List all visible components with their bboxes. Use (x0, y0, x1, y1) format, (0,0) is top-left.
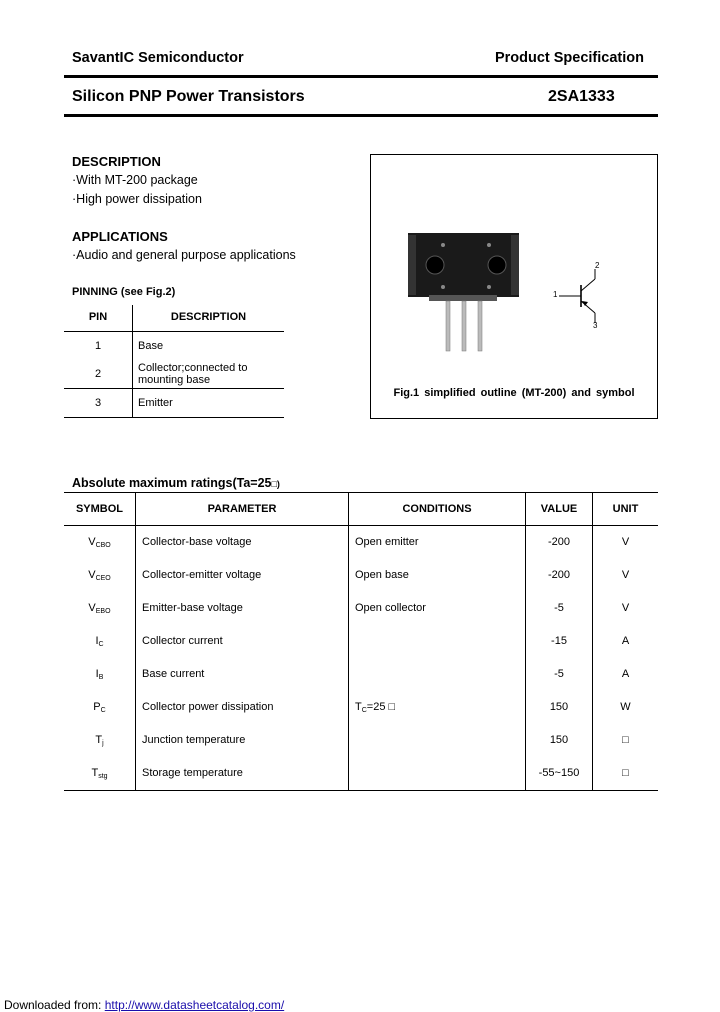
table-row-unit: □ (622, 767, 629, 779)
table-row-parameter: Collector power dissipation (142, 701, 274, 713)
table-row-condition: Open base (355, 569, 409, 581)
header-rule-bottom (64, 114, 658, 117)
pin-description-header: DESCRIPTION (170, 311, 247, 323)
unit-header: UNIT (612, 503, 639, 515)
table-row-value: 150 (549, 734, 569, 746)
description-item: ·High power dissipation (72, 192, 202, 206)
table-row-symbol: $V_{EBO}$ (88, 602, 111, 615)
table-row-symbol: $P_C$ (93, 701, 106, 714)
footer-label: Downloaded from: (4, 998, 102, 1012)
table-row-symbol: $I_B$ (95, 668, 104, 681)
table-row-value: -55~150 (538, 767, 580, 779)
header-rule-top (64, 75, 658, 78)
symbol-pin-collector: 2 (595, 261, 600, 270)
table-row-parameter: Storage temperature (142, 767, 243, 779)
table-row-value: -200 (547, 536, 571, 548)
table-row-symbol: $V_{CEO}$ (88, 569, 111, 582)
product-line: Silicon PNP Power Transistors (72, 88, 305, 105)
pnp-symbol-icon (551, 255, 611, 335)
table-row-parameter: Junction temperature (142, 734, 246, 746)
table-row-parameter: Emitter-base voltage (142, 602, 243, 614)
parameter-header: PARAMETER (207, 503, 277, 515)
table-row-parameter: Collector current (142, 635, 223, 647)
table-row-value: 150 (549, 701, 569, 713)
table-row-parameter: Base current (142, 668, 205, 680)
table-row-unit: V (621, 536, 630, 548)
pin-description: Emitter (138, 397, 173, 409)
value-header: VALUE (540, 503, 578, 515)
description-title: DESCRIPTION (72, 154, 161, 169)
table-row-condition: Open collector (355, 602, 426, 614)
pin-number: 1 (94, 340, 102, 352)
applications-title: APPLICATIONS (72, 229, 168, 244)
part-number: 2SA1333 (548, 88, 615, 105)
table-row-parameter: Collector-base voltage (142, 536, 252, 548)
table-row-parameter: Collector-emitter voltage (142, 569, 262, 581)
table-row-value: -200 (547, 569, 571, 581)
ratings-title: Absolute maximum ratings(Ta=25□) (72, 476, 280, 490)
pin-description: Base (138, 340, 164, 352)
table-row-value: -15 (551, 635, 567, 647)
symbol-pin-emitter: 3 (593, 321, 598, 330)
pin-number: 2 (94, 368, 102, 380)
figure-caption: Fig.1 simplified outline (MT-200) and symbol (393, 387, 635, 399)
table-row-symbol: $I_C$ (95, 635, 104, 648)
transistor-outline-image (371, 155, 657, 380)
table-row-unit: V (621, 569, 630, 581)
figure-box (370, 154, 658, 419)
table-row-condition: Open emitter (355, 536, 419, 548)
table-row-condition: $T_C=25$ □ (355, 701, 396, 714)
table-row-value: -5 (554, 602, 564, 614)
conditions-header: CONDITIONS (402, 503, 472, 515)
doc-type: Product Specification (494, 50, 644, 66)
table-row-value: -5 (554, 668, 564, 680)
table-row-unit: W (620, 701, 631, 713)
footer-link[interactable]: http://www.datasheetcatalog.com/ (104, 998, 285, 1012)
table-row-symbol: $V_{CBO}$ (88, 536, 111, 549)
symbol-header: SYMBOL (75, 503, 124, 515)
applications-item: ·Audio and general purpose applications (72, 248, 296, 262)
description-item: ·With MT-200 package (72, 173, 198, 187)
pinning-title: PINNING (see Fig.2) (72, 286, 176, 298)
symbol-pin-base: 1 (553, 290, 558, 299)
pin-description: Collector;connected to mounting base (138, 362, 248, 386)
table-row-unit: V (621, 602, 630, 614)
pin-number: 3 (94, 397, 102, 409)
table-row-symbol: $T_j$ (95, 734, 104, 747)
table-row-unit: □ (622, 734, 629, 746)
table-row-unit: A (621, 635, 630, 647)
table-row-symbol: $T_{stg}$ (91, 767, 108, 780)
footer (4, 998, 284, 1012)
table-row-unit: A (621, 668, 630, 680)
pin-header: PIN (88, 311, 108, 323)
company-name: SavantIC Semiconductor (72, 50, 244, 66)
